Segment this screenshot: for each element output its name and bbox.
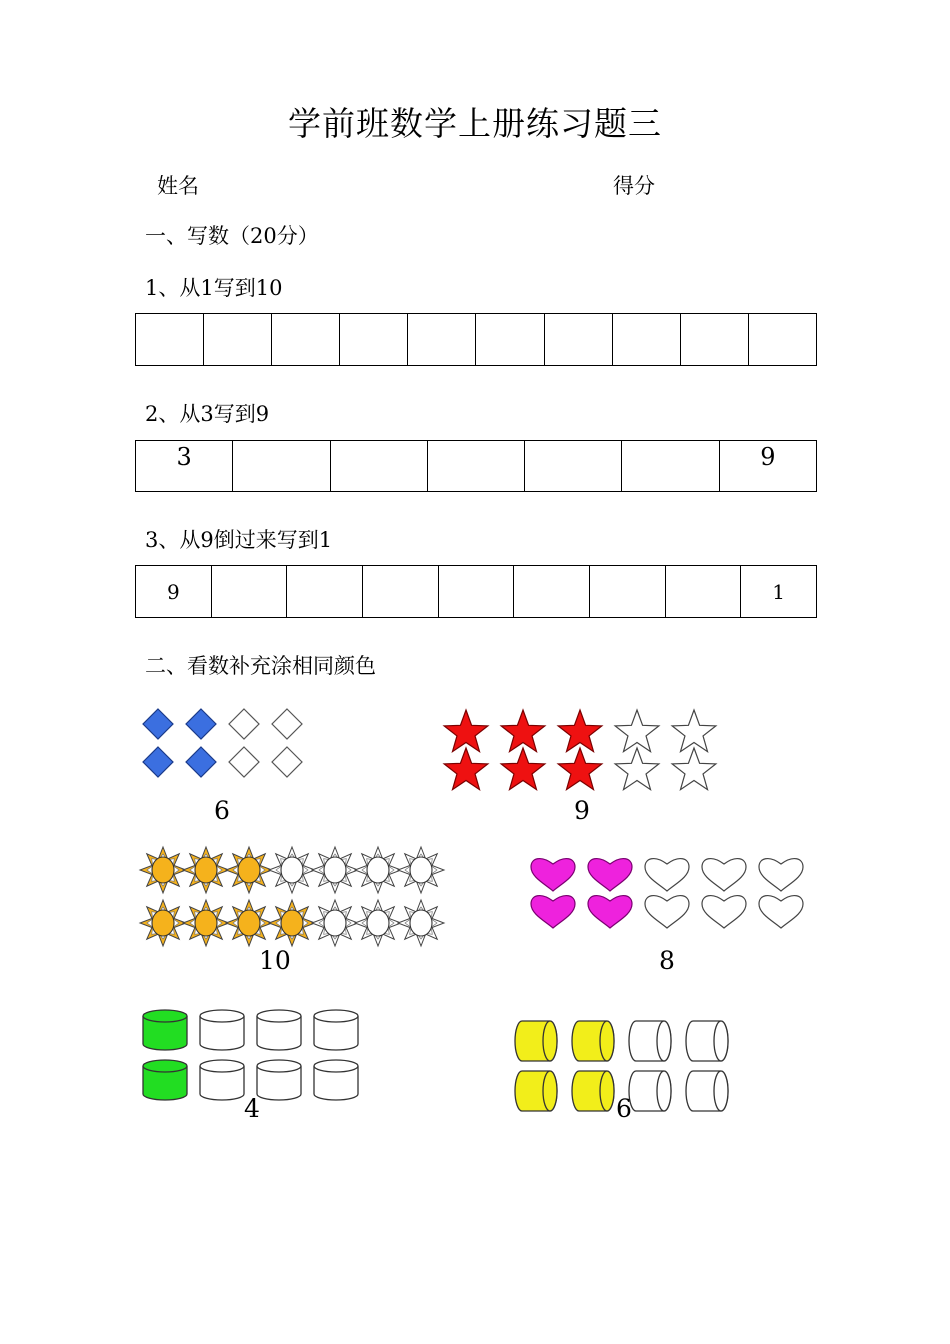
- answer-cell[interactable]: [665, 566, 741, 618]
- star-icon[interactable]: [444, 748, 488, 790]
- cylinder-icon[interactable]: [257, 1010, 301, 1050]
- group-number: 4: [244, 1094, 260, 1123]
- sun-icon[interactable]: [398, 900, 444, 946]
- star-icon[interactable]: [615, 710, 659, 752]
- group-number: 6: [616, 1094, 632, 1123]
- diamond-icon[interactable]: [272, 709, 302, 739]
- q1-label: 1、从1写到10: [145, 276, 283, 300]
- sun-icon[interactable]: [355, 900, 401, 946]
- cylinder-icon[interactable]: [143, 1060, 187, 1100]
- diamond-icon[interactable]: [143, 747, 173, 777]
- sun-group: [140, 842, 450, 952]
- answer-cell[interactable]: [514, 566, 590, 618]
- cylinder-icon[interactable]: [314, 1010, 358, 1050]
- section2-heading: 二、看数补充涂相同颜色: [145, 654, 376, 678]
- sun-icon[interactable]: [312, 900, 358, 946]
- star-icon[interactable]: [672, 748, 716, 790]
- answer-cell[interactable]: [340, 314, 408, 366]
- cylinder-side-icon[interactable]: [515, 1021, 557, 1061]
- answer-cell[interactable]: 9: [719, 441, 816, 492]
- answer-cell[interactable]: [136, 314, 204, 366]
- answer-cell[interactable]: [408, 314, 476, 366]
- answer-cell[interactable]: 9: [136, 566, 212, 618]
- diamond-icon[interactable]: [272, 747, 302, 777]
- star-icon[interactable]: [558, 710, 602, 752]
- group-number: 8: [659, 946, 675, 975]
- cylinder-side-icon[interactable]: [686, 1021, 728, 1061]
- sun-icon[interactable]: [183, 900, 229, 946]
- cylinder-icon[interactable]: [143, 1010, 187, 1050]
- star-group: [440, 706, 730, 792]
- heart-icon[interactable]: [588, 896, 632, 928]
- sun-icon[interactable]: [226, 847, 272, 893]
- answer-cell[interactable]: [211, 566, 287, 618]
- heart-icon[interactable]: [531, 859, 575, 891]
- star-icon[interactable]: [444, 710, 488, 752]
- answer-cell[interactable]: 3: [136, 441, 233, 492]
- heart-icon[interactable]: [759, 896, 803, 928]
- sun-icon[interactable]: [355, 847, 401, 893]
- cylinder-side-icon[interactable]: [629, 1021, 671, 1061]
- answer-cell[interactable]: [589, 566, 665, 618]
- diamond-icon[interactable]: [186, 747, 216, 777]
- star-icon[interactable]: [501, 710, 545, 752]
- answer-cell[interactable]: [476, 314, 544, 366]
- name-label: 姓名: [157, 174, 199, 198]
- q2-answer-grid: [135, 440, 817, 492]
- cylinder-icon[interactable]: [314, 1060, 358, 1100]
- group-number: 10: [259, 946, 291, 975]
- page-title: 学前班数学上册练习题三: [288, 104, 662, 143]
- sun-icon[interactable]: [269, 847, 315, 893]
- q3-label: 3、从9倒过来写到1: [145, 528, 333, 552]
- answer-cell[interactable]: 1: [741, 566, 817, 618]
- answer-cell[interactable]: [330, 441, 427, 492]
- heart-icon[interactable]: [588, 859, 632, 891]
- diamond-icon[interactable]: [143, 709, 173, 739]
- cylinder-side-icon[interactable]: [572, 1071, 614, 1111]
- answer-cell[interactable]: [427, 441, 524, 492]
- q1-answer-grid: [135, 313, 817, 366]
- answer-cell[interactable]: [362, 566, 438, 618]
- answer-cell[interactable]: [622, 441, 719, 492]
- diamond-icon[interactable]: [229, 709, 259, 739]
- heart-icon[interactable]: [759, 859, 803, 891]
- group-number: 9: [574, 796, 590, 825]
- diamond-group: [140, 706, 310, 786]
- sun-icon[interactable]: [398, 847, 444, 893]
- answer-cell[interactable]: [544, 314, 612, 366]
- q2-label: 2、从3写到9: [145, 402, 270, 426]
- answer-cell[interactable]: [748, 314, 816, 366]
- cylinder-side-icon[interactable]: [572, 1021, 614, 1061]
- heart-group: [525, 855, 815, 935]
- sun-icon[interactable]: [269, 900, 315, 946]
- diamond-icon[interactable]: [186, 709, 216, 739]
- sun-icon[interactable]: [312, 847, 358, 893]
- answer-cell[interactable]: [680, 314, 748, 366]
- sun-icon[interactable]: [226, 900, 272, 946]
- star-icon[interactable]: [501, 748, 545, 790]
- heart-icon[interactable]: [702, 896, 746, 928]
- sun-icon[interactable]: [183, 847, 229, 893]
- cylinder-side-icon[interactable]: [686, 1071, 728, 1111]
- answer-cell[interactable]: [438, 566, 514, 618]
- cylinder-icon[interactable]: [200, 1060, 244, 1100]
- heart-icon[interactable]: [531, 896, 575, 928]
- answer-cell[interactable]: [233, 441, 330, 492]
- heart-icon[interactable]: [645, 859, 689, 891]
- answer-cell[interactable]: [204, 314, 272, 366]
- cylinder-icon[interactable]: [200, 1010, 244, 1050]
- q3-answer-grid: [135, 565, 817, 618]
- cylinder-icon[interactable]: [257, 1060, 301, 1100]
- star-icon[interactable]: [615, 748, 659, 790]
- sun-icon[interactable]: [140, 900, 186, 946]
- cylinder-side-icon[interactable]: [515, 1071, 557, 1111]
- cylinder-side-icon[interactable]: [629, 1071, 671, 1111]
- sun-icon[interactable]: [140, 847, 186, 893]
- star-icon[interactable]: [558, 748, 602, 790]
- heart-icon[interactable]: [702, 859, 746, 891]
- answer-cell[interactable]: [612, 314, 680, 366]
- answer-cell[interactable]: [287, 566, 363, 618]
- score-label: 得分: [613, 174, 655, 198]
- section1-heading: 一、写数（20分）: [145, 224, 319, 248]
- star-icon[interactable]: [672, 710, 716, 752]
- heart-icon[interactable]: [645, 896, 689, 928]
- answer-cell[interactable]: [272, 314, 340, 366]
- group-number: 6: [214, 796, 230, 825]
- diamond-icon[interactable]: [229, 747, 259, 777]
- answer-cell[interactable]: [525, 441, 622, 492]
